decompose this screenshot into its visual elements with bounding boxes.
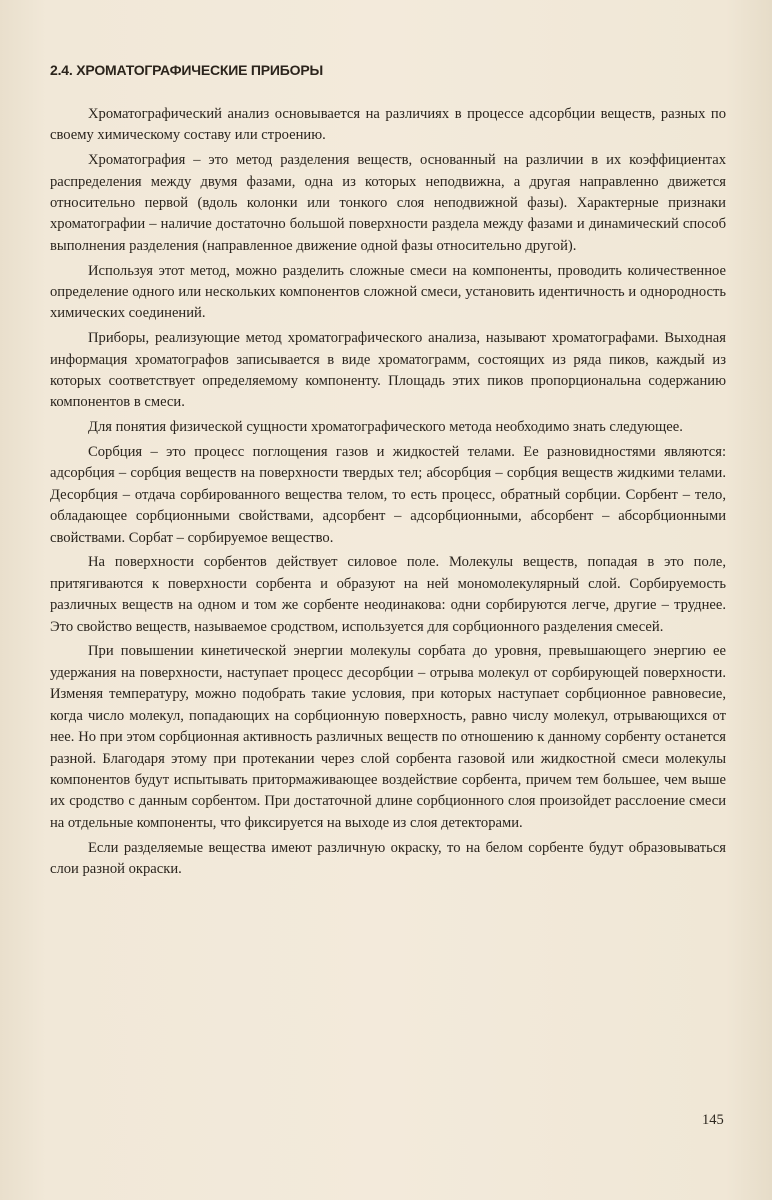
paragraph-1: Хроматографический анализ основывается на различиях в процессе адсорбции веществ, разных по своему химическому составу или строению.	[50, 106, 726, 144]
paragraph-2: Хроматография – это метод разделения веществ, основанный на различии в их коэффициентах распределения между двумя фазами, одна из которых неподвижна, а другая направленно движется относительно первой (вдоль колонки или тонкого слоя неподвижной фазы). Характерные признаки хроматографии – наличие достаточно большой поверхности раздела между фазами и динамический способ выполнения разделения (направленное движение одной фазы относительно другой).	[50, 152, 726, 254]
paragraph-6: Сорбция – это процесс поглощения газов и жидкостей телами. Ее разновидностями являются: адсорбция – сорбция веществ на поверхности твердых тел; абсорбция – сорбция веществ жидкими телами. Десорбция – отдача сорбированного вещества телом, то есть процесс, обратный сорбции. Сорбент – тело, обладающее сорбционными свойствами, адсорбент – адсорбционными, абсорбент – абсорбционными свойствами. Сорбат – сорбируемое вещество.	[50, 444, 726, 546]
paragraph-5: Для понятия физической сущности хроматографического метода необходимо знать следующее.	[88, 419, 683, 436]
paragraph-7: На поверхности сорбентов действует силовое поле. Молекулы веществ, попадая в это поле, притягиваются к поверхности сорбента и образуют на ней мономолекулярный слой. Сорбируемость различных веществ на одном и том же сорбенте неодинакова: одни сорбируются легче, другие – труднее. Это свойство веществ, называемое сродством, используется для сорбционного разделения смесей.	[50, 554, 726, 635]
body-text	[50, 104, 726, 884]
paragraph-3: Используя этот метод, можно разделить сложные смеси на компоненты, проводить количественное определение одного или нескольких компонентов сложной смеси, установить идентичность и однородность химических соединений.	[50, 262, 726, 322]
paragraph-9: Если разделяемые вещества имеют различную окраску, то на белом сорбенте будут образовываться слои разной окраски.	[50, 839, 726, 877]
page-number: 145	[702, 1112, 724, 1128]
section-heading: 2.4. ХРОМАТОГРАФИЧЕСКИЕ ПРИБОРЫ	[50, 62, 323, 78]
paragraph-4: Приборы, реализующие метод хроматографического анализа, называют хроматографами. Выходная информация хроматографов записывается в виде хроматограмм, состоящих из ряда пиков, каждый из которых соответствует определяемому компоненту. Площадь этих пиков пропорциональна содержанию компонентов в смеси.	[50, 330, 726, 411]
paragraph-8: При повышении кинетической энергии молекулы сорбата до уровня, превышающего энергию ее удержания на поверхности, наступает процесс десорбции – отрыва молекул от сорбирующей поверхности. Изменяя температуру, можно подобрать такие условия, при которых наступает сорбционное равновесие, когда число молекул, попадающих на сорбционную поверхность, равно числу молекул, отрывающихся от нее. Но при этом сорбционная активность различных веществ по отношению к данному сорбенту останется разной. Благодаря этому при протекании через слой сорбента газовой или жидкостной смеси молекулы компонентов будут испытывать притормаживающее воздействие сорбента, причем тем большее, чем выше их сродство с данным сорбентом. При достаточной длине сорбционного слоя произойдет расслоение смеси на отдельные компоненты, что фиксируется на выходе из слоя детекторами.	[50, 643, 726, 831]
